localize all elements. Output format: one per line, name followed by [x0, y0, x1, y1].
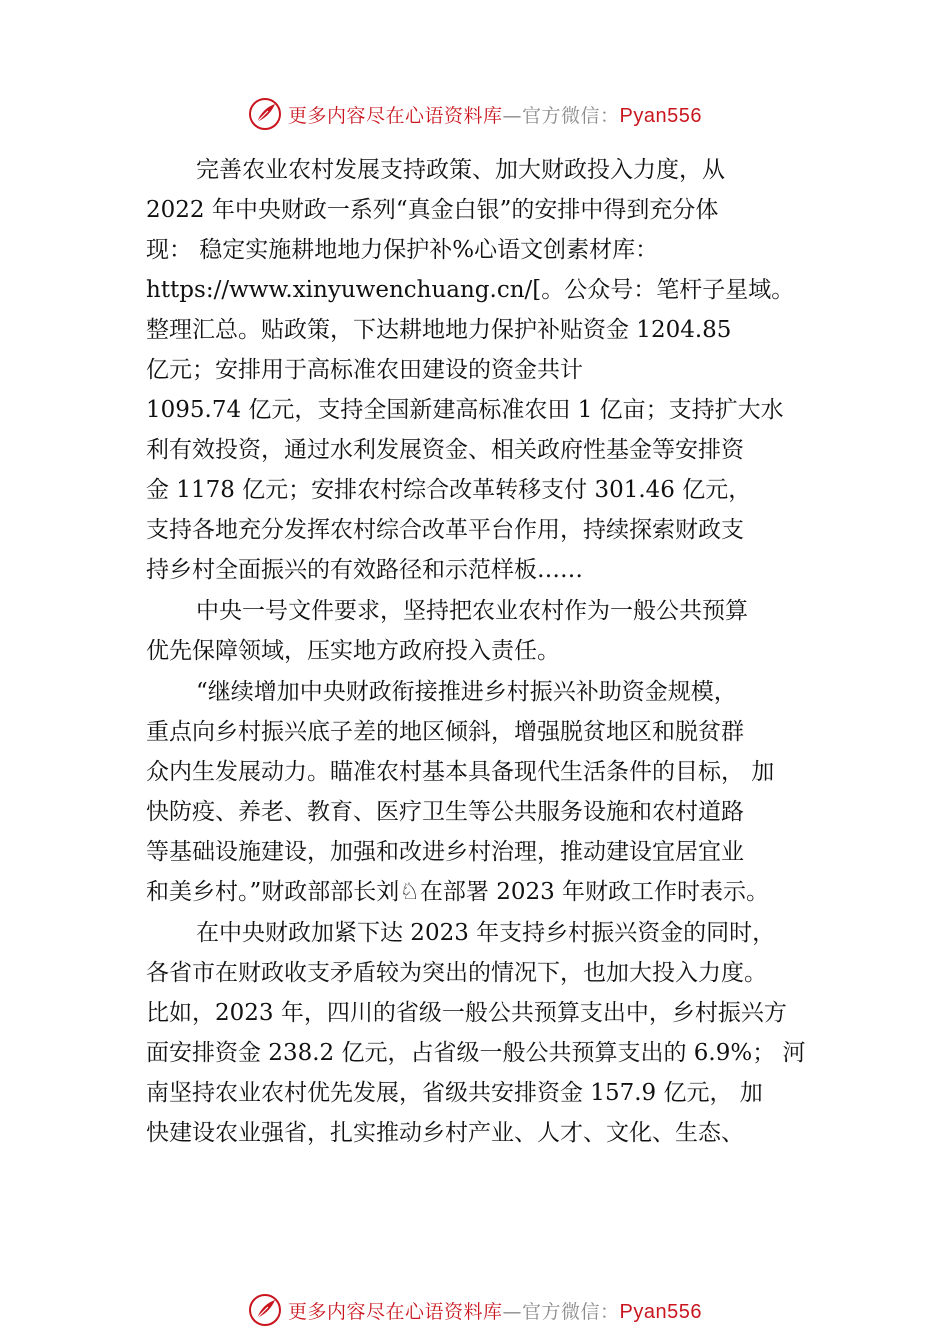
- body-line: 和美乡村。”财政部部长刘♘在部署 2023 年财政工作时表示。: [146, 879, 770, 905]
- footer-id: Pyan556: [619, 1300, 702, 1323]
- body-line: 整理汇总。贴政策，下达耕地地力保护补贴资金 1204.85: [146, 317, 732, 343]
- body-line: “继续增加中央财政衔接推进乡村振兴补助资金规模，: [196, 679, 737, 705]
- body-line: 利有效投资，通过水利发展资金、相关政府性基金等安排资: [146, 437, 744, 463]
- body-line: 快建设农业强省，扎实推动乡村产业、人才、文化、生态、: [146, 1120, 744, 1146]
- footer-brand: 更多内容尽在心语资料库: [288, 1300, 503, 1323]
- body-line: 1095.74 亿元，支持全国新建高标准农田 1 亿亩；支持扩大水: [146, 397, 784, 423]
- body-line: 现： 稳定实施耕地地力保护补%心语文创素材库：: [146, 237, 659, 263]
- body-line: 比如，2023 年，四川的省级一般公共预算支出中，乡村振兴方: [146, 1000, 787, 1026]
- body-line: 等基础设施建设，加强和改进乡村治理，推动建设宜居宜业: [146, 839, 744, 865]
- header-banner: [0, 94, 950, 134]
- body-line: 持乡村全面振兴的有效路径和示范样板……: [146, 557, 583, 583]
- body-line: 南坚持农业农村优先发展，省级共安排资金 157.9 亿元， 加: [146, 1080, 763, 1106]
- document-body: [146, 150, 836, 1153]
- quill-logo-icon: [248, 97, 282, 131]
- body-line: 优先保障领域，压实地方政府投入责任。: [146, 638, 560, 664]
- body-line: 完善农业农村发展支持政策、加大财政投入力度，从: [196, 157, 725, 183]
- body-line: 众内生发展动力。瞄准农村基本具备现代生活条件的目标， 加: [146, 759, 775, 785]
- footer-text: [288, 1297, 702, 1324]
- header-brand: 更多内容尽在心语资料库: [288, 104, 503, 127]
- body-line: 面安排资金 238.2 亿元，占省级一般公共预算支出的 6.9%； 河: [146, 1040, 806, 1066]
- body-line: https://www.xinyuwenchuang.cn/[。公众号：笔杆子星域。: [146, 277, 795, 303]
- header-id: Pyan556: [619, 104, 702, 127]
- body-line: 快防疫、养老、教育、医疗卫生等公共服务设施和农村道路: [146, 799, 744, 825]
- header-wechat: —官方微信：: [502, 104, 620, 127]
- body-line: 中央一号文件要求，坚持把农业农村作为一般公共预算: [196, 598, 748, 624]
- header-text: [288, 101, 702, 128]
- body-line: 各省市在财政收支矛盾较为突出的情况下，也加大投入力度。: [146, 960, 767, 986]
- body-line: 重点向乡村振兴底子差的地区倾斜，增强脱贫地区和脱贫群: [146, 719, 744, 745]
- quill-logo-icon: [248, 1293, 282, 1327]
- body-line: 金 1178 亿元；安排农村综合改革转移支付 301.46 亿元，: [146, 477, 752, 503]
- footer-banner: [0, 1290, 950, 1330]
- body-line: 支持各地充分发挥农村综合改革平台作用，持续探索财政支: [146, 517, 744, 543]
- body-line: 亿元；安排用于高标准农田建设的资金共计: [146, 357, 583, 383]
- footer-wechat: —官方微信：: [502, 1300, 620, 1323]
- body-line: 在中央财政加紧下达 2023 年支持乡村振兴资金的同时，: [196, 920, 776, 946]
- body-line: 2022 年中央财政一系列“真金白银”的安排中得到充分体: [146, 197, 719, 223]
